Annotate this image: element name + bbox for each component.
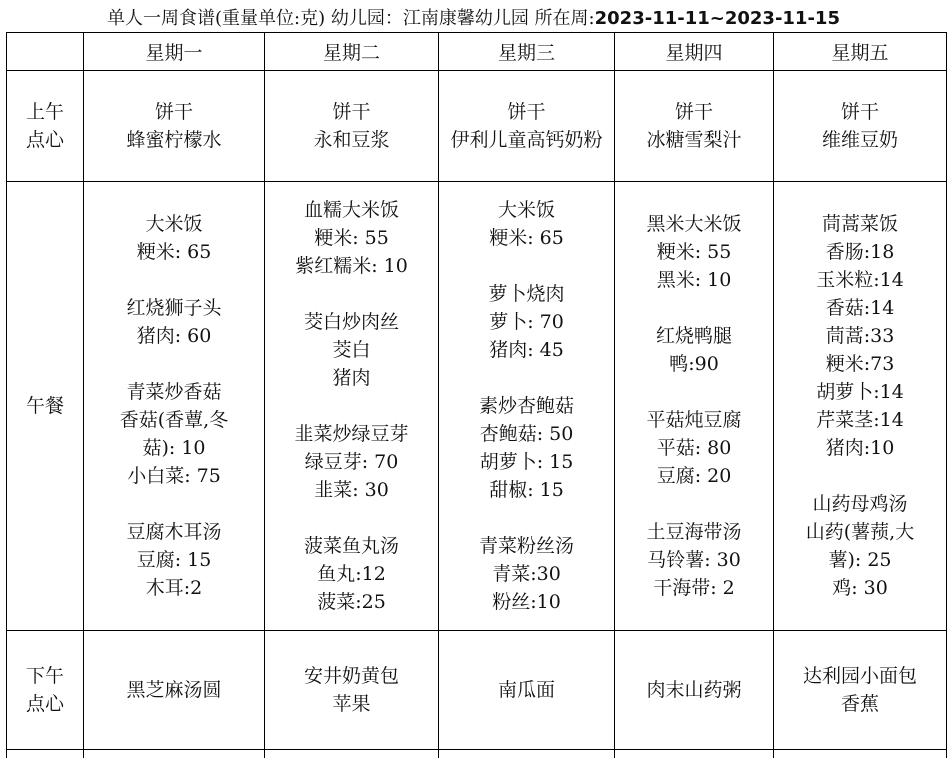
lunch-item: 豆腐: 15	[84, 546, 264, 574]
lunch-cell	[84, 182, 265, 631]
lunch-item: 红烧狮子头	[84, 294, 264, 322]
lunch-item: 薯): 25	[774, 546, 946, 574]
day-header: 星期五	[774, 33, 947, 71]
lunch-item: 韭菜炒绿豆芽	[265, 420, 438, 448]
lunch-item: 茼蒿:33	[774, 322, 946, 350]
lunch-item: 黑米大米饭	[615, 210, 773, 238]
pm-snack-item: 苹果	[265, 690, 438, 718]
lunch-item: 大米饭	[84, 210, 264, 238]
lunch-spacer	[84, 350, 264, 378]
lunch-item: 素炒杏鲍菇	[439, 392, 614, 420]
pm-snack-item: 南瓜面	[439, 676, 614, 704]
page-title	[0, 6, 947, 32]
lunch-item: 粳米: 55	[265, 224, 438, 252]
lunch-item: 青菜:30	[439, 560, 614, 588]
lunch-item: 菇): 10	[84, 434, 264, 462]
lunch-item: 绿豆芽: 70	[265, 448, 438, 476]
pm-snack-cell	[439, 631, 615, 750]
corner-cell	[7, 33, 84, 71]
row-label-am-snack: 上午 点心	[7, 71, 84, 182]
lunch-item: 青菜粉丝汤	[439, 532, 614, 560]
lunch-spacer	[439, 364, 614, 392]
day-header: 星期一	[84, 33, 265, 71]
lunch-spacer	[615, 378, 773, 406]
lunch-spacer	[265, 504, 438, 532]
lunch-spacer	[615, 294, 773, 322]
pm-snack-row	[7, 631, 947, 750]
lunch-item: 玉米粒:14	[774, 266, 946, 294]
lunch-spacer	[265, 280, 438, 308]
lunch-row	[7, 182, 947, 631]
lunch-item: 茭白	[265, 336, 438, 364]
lunch-item: 猪肉	[265, 364, 438, 392]
tail-cell	[774, 750, 947, 758]
lunch-item: 茭白炒肉丝	[265, 308, 438, 336]
lunch-item: 韭菜: 30	[265, 476, 438, 504]
lunch-item: 胡萝卜:14	[774, 378, 946, 406]
lunch-item: 香菇(香蕈,冬	[84, 406, 264, 434]
lunch-item: 粳米: 65	[84, 238, 264, 266]
lunch-item: 马铃薯: 30	[615, 546, 773, 574]
lunch-item: 血糯大米饭	[265, 196, 438, 224]
am-snack-cell: 饼干 冰糖雪梨汁	[615, 71, 774, 182]
header-row	[7, 33, 947, 71]
lunch-item: 鸭:90	[615, 350, 773, 378]
lunch-item: 山药(薯蓣,大	[774, 518, 946, 546]
lunch-item: 菠菜鱼丸汤	[265, 532, 438, 560]
lunch-item: 平菇: 80	[615, 434, 773, 462]
lunch-item: 杏鲍菇: 50	[439, 420, 614, 448]
lunch-item: 大米饭	[439, 196, 614, 224]
am-snack-row	[7, 71, 947, 182]
lunch-item: 豆腐木耳汤	[84, 518, 264, 546]
lunch-item: 茼蒿菜饭	[774, 210, 946, 238]
pm-snack-item: 达利园小面包	[774, 662, 946, 690]
lunch-item: 粉丝:10	[439, 588, 614, 616]
lunch-item: 粳米:73	[774, 350, 946, 378]
lunch-item: 小白菜: 75	[84, 462, 264, 490]
lunch-item: 甜椒: 15	[439, 476, 614, 504]
tail-cell	[439, 750, 615, 758]
am-snack-cell: 饼干 永和豆浆	[265, 71, 439, 182]
title-prefix: 单人一周食谱(重量单位:克) 幼儿园：江南康馨幼儿园 所在周:	[107, 8, 595, 29]
lunch-item: 芹菜茎:14	[774, 406, 946, 434]
pm-snack-item: 安井奶黄包	[265, 662, 438, 690]
lunch-item: 粳米: 65	[439, 224, 614, 252]
lunch-item: 猪肉: 45	[439, 336, 614, 364]
pm-snack-cell	[774, 631, 947, 750]
lunch-item: 萝卜烧肉	[439, 280, 614, 308]
tail-cell	[265, 750, 439, 758]
lunch-item: 木耳:2	[84, 574, 264, 602]
lunch-spacer	[265, 392, 438, 420]
pm-snack-item: 香蕉	[774, 690, 946, 718]
day-header: 星期三	[439, 33, 615, 71]
lunch-item: 山药母鸡汤	[774, 490, 946, 518]
lunch-item: 豆腐: 20	[615, 462, 773, 490]
lunch-item: 平菇炖豆腐	[615, 406, 773, 434]
lunch-item: 红烧鸭腿	[615, 322, 773, 350]
day-header: 星期二	[265, 33, 439, 71]
lunch-spacer	[774, 462, 946, 490]
lunch-item: 土豆海带汤	[615, 518, 773, 546]
lunch-item: 菠菜:25	[265, 588, 438, 616]
lunch-spacer	[439, 252, 614, 280]
lunch-item: 胡萝卜: 15	[439, 448, 614, 476]
day-header: 星期四	[615, 33, 774, 71]
lunch-item: 粳米: 55	[615, 238, 773, 266]
title-dates: 2023-11-11~2023-11-15	[595, 8, 840, 29]
lunch-cell	[265, 182, 439, 631]
weekly-menu-table	[6, 32, 947, 758]
pm-snack-cell	[265, 631, 439, 750]
lunch-item: 紫红糯米: 10	[265, 252, 438, 280]
lunch-cell	[439, 182, 615, 631]
lunch-cell	[774, 182, 947, 631]
lunch-item: 香肠:18	[774, 238, 946, 266]
lunch-item: 黑米: 10	[615, 266, 773, 294]
am-snack-cell: 饼干 伊利儿童高钙奶粉	[439, 71, 615, 182]
pm-snack-cell	[615, 631, 774, 750]
row-label-pm-snack: 下午 点心	[7, 631, 84, 750]
lunch-spacer	[615, 490, 773, 518]
lunch-item: 萝卜: 70	[439, 308, 614, 336]
am-snack-cell: 饼干 维维豆奶	[774, 71, 947, 182]
lunch-cell	[615, 182, 774, 631]
lunch-item: 青菜炒香菇	[84, 378, 264, 406]
lunch-item: 猪肉: 60	[84, 322, 264, 350]
lunch-spacer	[84, 266, 264, 294]
lunch-spacer	[439, 504, 614, 532]
lunch-item: 猪肉:10	[774, 434, 946, 462]
am-snack-cell: 饼干 蜂蜜柠檬水	[84, 71, 265, 182]
table-tail-row	[7, 750, 947, 758]
tail-cell	[615, 750, 774, 758]
row-label-lunch: 午餐	[7, 182, 84, 631]
pm-snack-item: 肉末山药粥	[615, 676, 773, 704]
lunch-item: 香菇:14	[774, 294, 946, 322]
lunch-item: 鱼丸:12	[265, 560, 438, 588]
tail-cell	[7, 750, 84, 758]
pm-snack-item: 黑芝麻汤圆	[84, 676, 264, 704]
lunch-item: 鸡: 30	[774, 574, 946, 602]
tail-cell	[84, 750, 265, 758]
lunch-item: 干海带: 2	[615, 574, 773, 602]
lunch-spacer	[84, 490, 264, 518]
pm-snack-cell	[84, 631, 265, 750]
